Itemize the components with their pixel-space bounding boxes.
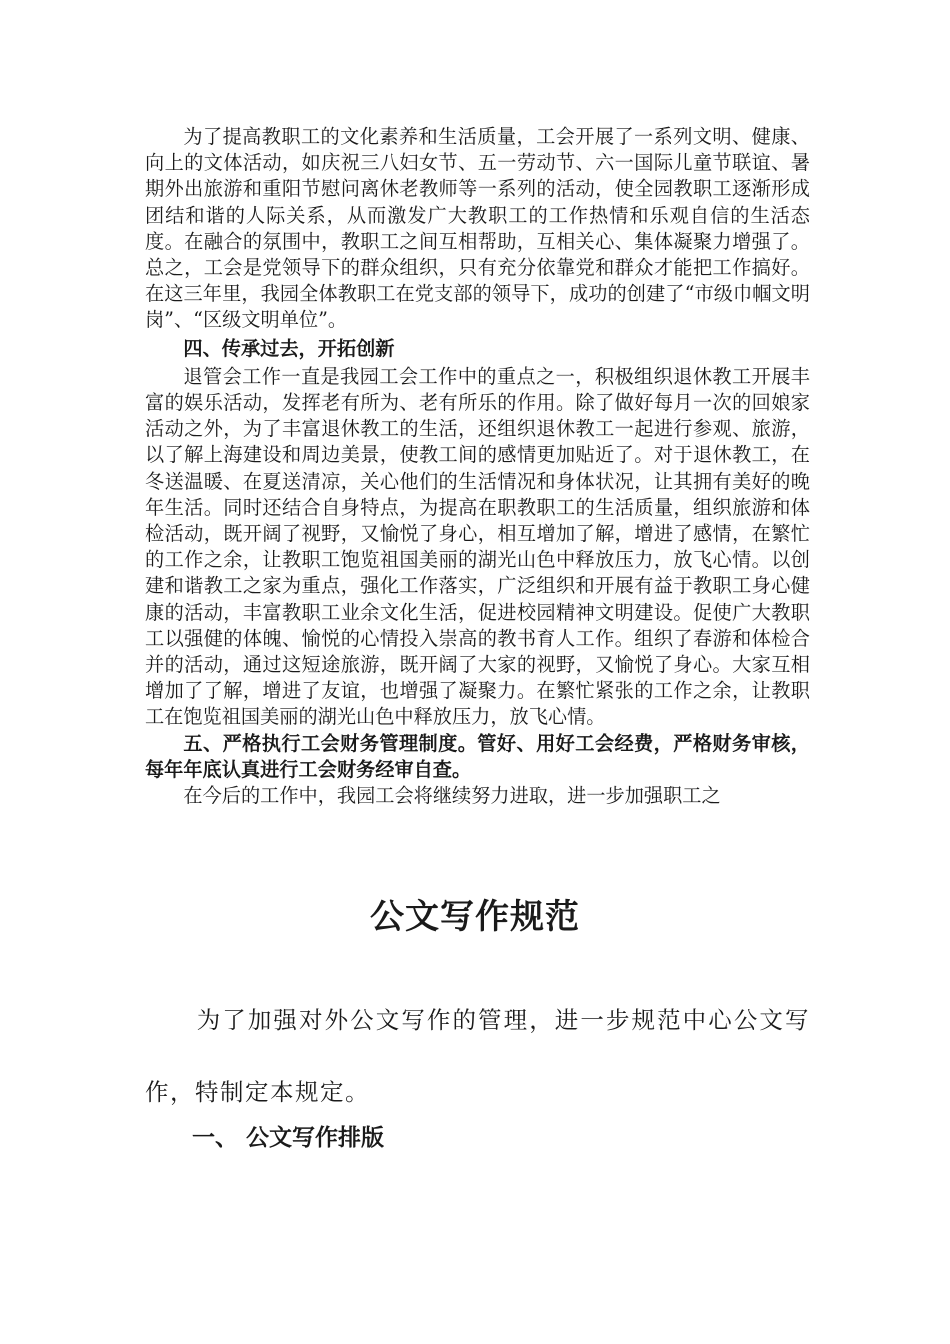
paragraph-intro: 为了加强对外公文写作的管理，进一步规范中心公文写作，特制定本规定。 (145, 1006, 810, 1106)
section-heading-four: 四、传承过去，开拓创新 (183, 336, 395, 360)
paragraph-future-work: 在今后的工作中，我园工会将继续努力进取，进一步加强职工之 (183, 784, 721, 808)
section-heading-one: 一、 公文写作排版 (192, 1125, 385, 1151)
paragraph-retiree-work: 退管会工作一直是我园工会工作中的重点之一，积极组织退休教工开展丰富的娱乐活动，发挥老有所为、老有所乐的作用。除了做好每月一次的回娘家活动之外，为了丰富退休教工的生活，还组织退休教工一起进行参观、旅游，以了解上海建设和周边美景，使教工间的感情更加贴近了。对于退休教工，在冬送温暖、在夏送清凉，关心他们的生活情况和身体状况，让其拥有美好的晚年生活。同时还结合自身特点，为提高在职教职工的生活质量，组织旅游和体检活动，既开阔了视野，又愉悦了身心，相互增加了解，增进了感情，在繁忙的工作之余，让教职工饱览祖国美丽的湖光山色中释放压力，放飞心情。以创建和谐教工之家为重点，强化工作落实，广泛组织和开展有益于教职工身心健康的活动，丰富教职工业余文化生活，促进校园精神文明建设。促使广大教职工以强健的体魄、愉悦的心情投入崇高的教书育人工作。组织了春游和体检合并的活动，通过这短途旅游，既开阔了大家的视野，又愉悦了身心。大家互相增加了了解，增进了友谊，也增强了凝聚力。在繁忙紧张的工作之余，让教职工在饱览祖国美丽的湖光山色中释放压力，放飞心情。 (145, 364, 810, 729)
report-body (145, 124, 810, 809)
paragraph-finance-management: 五、严格执行工会财务管理制度。管好、用好工会经费，严格财务审核，每年年底认真进行工会财务经审自查。 (145, 731, 810, 781)
regulation-body (145, 984, 810, 1128)
document-title: 公文写作规范 (370, 897, 580, 937)
paragraph-cultural-activities: 为了提高教职工的文化素养和生活质量，工会开展了一系列文明、健康、向上的文体活动，如庆祝三八妇女节、五一劳动节、六一国际儿童节联谊、暑期外出旅游和重阳节慰问离休老教师等一系列的活动，使全园教职工逐渐形成团结和谐的人际关系，从而激发广大教职工的工作热情和乐观自信的生活态度。在融合的氛围中，教职工之间互相帮助，互相关心、集体凝聚力增强了。总之，工会是党领导下的群众组织，只有充分依靠党和群众才能把工作搞好。在这三年里，我园全体教职工在党支部的领导下，成功的创建了“市级巾帼文明岗”、“区级文明单位”。 (145, 125, 810, 332)
